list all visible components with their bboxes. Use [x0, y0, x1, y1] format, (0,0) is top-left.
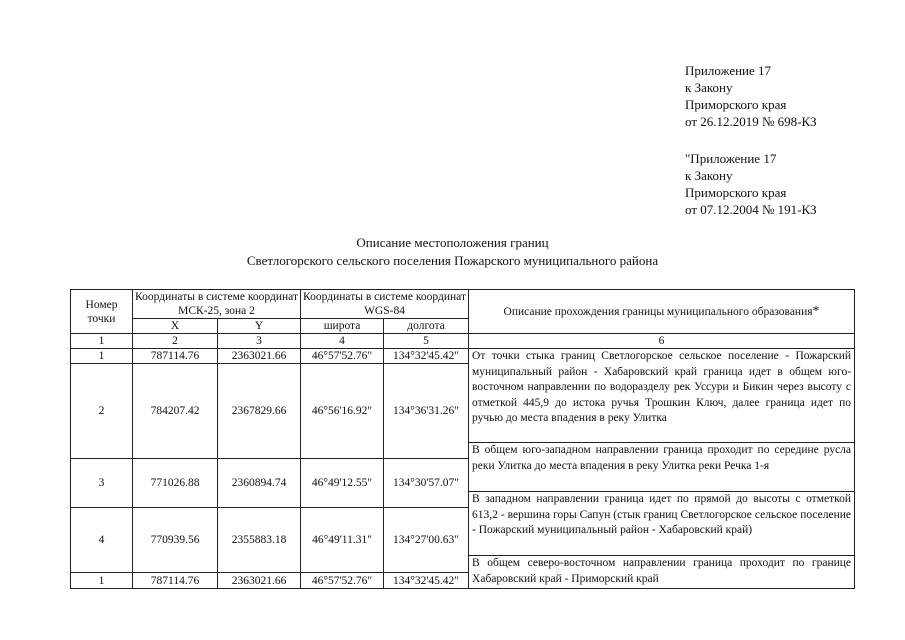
column-number-row: [71, 334, 855, 349]
coord-longitude: 134°27'00.63": [384, 508, 469, 573]
segment-description: В общем юго-западном направлении граница проходит по середине русла реки Улитка до места впадения в реку Улитка реки Речка 1-я: [469, 443, 855, 492]
segment-description: В общем северо-восточном направлении граница проходит по границе Хабаровский край - Приморский край: [469, 556, 855, 589]
column-number: 5: [384, 334, 469, 349]
coord-latitude: 46°57'52.76": [301, 573, 384, 589]
header-point-number: Номер точки: [71, 290, 133, 334]
title-line-1: Описание местоположения границ: [356, 235, 549, 250]
coord-latitude: 46°56'16.92": [301, 364, 384, 459]
column-number: 6: [469, 334, 855, 349]
appendix-reference-previous: [685, 150, 817, 218]
title-line-2: Светлогорского сельского поселения Пожарского муниципального района: [246, 253, 659, 268]
appendix-line: к Закону: [685, 80, 733, 95]
document-title: [0, 234, 905, 270]
coord-latitude: 46°49'11.31": [301, 508, 384, 573]
header-longitude: долгота: [384, 319, 469, 334]
coord-longitude: 134°36'31.26": [384, 364, 469, 459]
column-number: 1: [71, 334, 133, 349]
header-y: Y: [218, 319, 301, 334]
appendix-line: Приложение 17: [685, 63, 772, 78]
appendix-line: Приморского края: [685, 97, 787, 112]
coord-y: 2367829.66: [218, 364, 301, 459]
coord-longitude: 134°32'45.42": [384, 573, 469, 589]
header-latitude: широта: [301, 319, 384, 334]
point-number: 4: [71, 508, 133, 573]
coord-y: 2363021.66: [218, 349, 301, 364]
header-wgs-coordinates: Координаты в системе координат WGS-84: [301, 290, 469, 319]
appendix-reference-current: [685, 62, 817, 130]
column-number: 4: [301, 334, 384, 349]
appendix-line: "Приложение 17: [685, 151, 777, 166]
coord-x: 770939.56: [133, 508, 218, 573]
point-number: 1: [71, 349, 133, 364]
column-number: 3: [218, 334, 301, 349]
coord-x: 784207.42: [133, 364, 218, 459]
coord-x: 771026.88: [133, 459, 218, 508]
header-msk-coordinates: Координаты в системе координат МСК-25, зона 2: [133, 290, 301, 319]
appendix-line: Приморского края: [685, 185, 787, 200]
header-x: X: [133, 319, 218, 334]
segment-description: В западном направлении граница идет по прямой до высоты с отметкой 613,2 - вершина горы Сапун (стык границ Светлогорское сельское поселение - Пожарский муниципальный район - Хабаровский край): [469, 492, 855, 556]
segment-description: От точки стыка границ Светлогорское сельское поселение - Пожарский муниципальный район - Хабаровский край граница идет в общем юго-восточном направлении по водоразделу рек Уссури и Бикин через высоту с отметкой 445,9 до истока ручья Трошкин Ключ, далее граница идет по ручью до места впадения в реку Улитка: [469, 349, 855, 443]
coord-y: 2355883.18: [218, 508, 301, 573]
boundary-table: [70, 289, 855, 589]
appendix-line: от 07.12.2004 № 191-КЗ: [685, 202, 817, 217]
table-row: [71, 349, 855, 364]
coord-y: 2363021.66: [218, 573, 301, 589]
coord-x: 787114.76: [133, 349, 218, 364]
coord-y: 2360894.74: [218, 459, 301, 508]
point-number: 3: [71, 459, 133, 508]
coord-longitude: 134°32'45.42": [384, 349, 469, 364]
column-number: 2: [133, 334, 218, 349]
appendix-line: от 26.12.2019 № 698-КЗ: [685, 114, 817, 129]
coord-longitude: 134°30'57.07": [384, 459, 469, 508]
point-number: 1: [71, 573, 133, 589]
footnote-mark: *: [812, 303, 820, 319]
point-number: 2: [71, 364, 133, 459]
header-description-text: Описание прохождения границы муниципального образования: [503, 305, 813, 318]
coord-x: 787114.76: [133, 573, 218, 589]
header-description: [469, 290, 855, 334]
coord-latitude: 46°57'52.76": [301, 349, 384, 364]
appendix-line: к Закону: [685, 168, 733, 183]
coord-latitude: 46°49'12.55": [301, 459, 384, 508]
